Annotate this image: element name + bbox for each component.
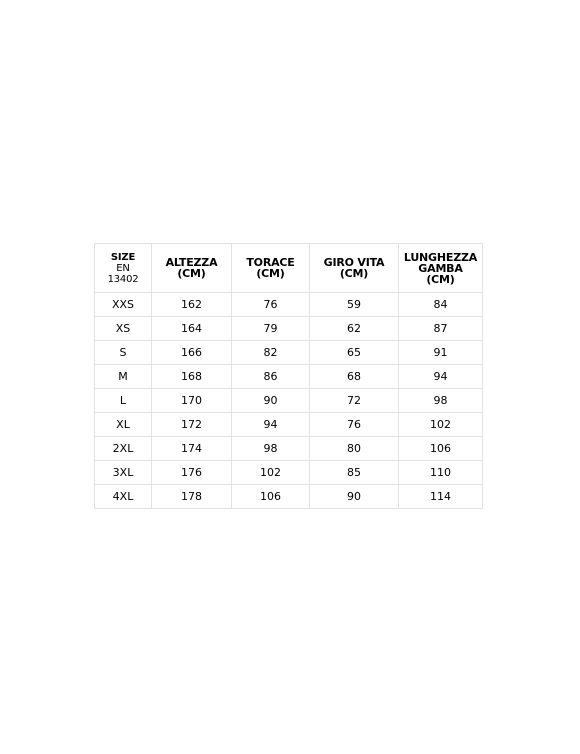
giro-vita-cell: 72 [310, 389, 399, 413]
lunghezza-gamba-cell: 87 [399, 317, 483, 341]
table-row [95, 461, 483, 485]
giro-vita-cell: 90 [310, 485, 399, 509]
altezza-cell: 162 [152, 293, 232, 317]
header-altezza [152, 244, 232, 293]
altezza-cell: 168 [152, 365, 232, 389]
header-gamba-label: GAMBA [418, 261, 463, 275]
header-giro-vita-label: GIRO VITA [323, 256, 385, 269]
altezza-cell: 170 [152, 389, 232, 413]
lunghezza-gamba-cell: 84 [399, 293, 483, 317]
size-cell: M [95, 365, 152, 389]
torace-cell: 76 [232, 293, 310, 317]
lunghezza-gamba-cell: 106 [399, 437, 483, 461]
torace-cell: 106 [232, 485, 310, 509]
giro-vita-cell: 76 [310, 413, 399, 437]
table-row [95, 293, 483, 317]
header-size [95, 244, 152, 293]
header-torace [232, 244, 310, 293]
altezza-cell: 164 [152, 317, 232, 341]
lunghezza-gamba-cell: 114 [399, 485, 483, 509]
lunghezza-gamba-cell: 91 [399, 341, 483, 365]
header-lunghezza-gamba [399, 244, 483, 293]
table-row [95, 485, 483, 509]
header-giro-vita [310, 244, 399, 293]
header-lunghezza-label: LUNGHEZZA [403, 250, 478, 264]
header-altezza-unit: (CM) [177, 267, 206, 280]
altezza-cell: 176 [152, 461, 232, 485]
table-row [95, 365, 483, 389]
giro-vita-cell: 59 [310, 293, 399, 317]
size-cell: 4XL [95, 485, 152, 509]
size-cell: XS [95, 317, 152, 341]
giro-vita-cell: 62 [310, 317, 399, 341]
size-cell: XL [95, 413, 152, 437]
size-cell: 2XL [95, 437, 152, 461]
header-torace-label: TORACE [246, 256, 295, 269]
altezza-cell: 166 [152, 341, 232, 365]
lunghezza-gamba-cell: 98 [399, 389, 483, 413]
torace-cell: 102 [232, 461, 310, 485]
altezza-cell: 178 [152, 485, 232, 509]
altezza-cell: 174 [152, 437, 232, 461]
torace-cell: 90 [232, 389, 310, 413]
altezza-cell: 172 [152, 413, 232, 437]
torace-cell: 82 [232, 341, 310, 365]
header-lunghezza-unit: (CM) [426, 272, 455, 286]
torace-cell: 98 [232, 437, 310, 461]
giro-vita-cell: 68 [310, 365, 399, 389]
header-size-label: SIZE [110, 251, 136, 263]
header-size-standard: EN [116, 262, 130, 274]
giro-vita-cell: 80 [310, 437, 399, 461]
header-size-standard-number: 13402 [107, 273, 139, 285]
size-cell: 3XL [95, 461, 152, 485]
header-torace-unit: (CM) [256, 267, 285, 280]
size-cell: XXS [95, 293, 152, 317]
table-row [95, 413, 483, 437]
lunghezza-gamba-cell: 94 [399, 365, 483, 389]
size-chart-table [94, 243, 483, 509]
torace-cell: 86 [232, 365, 310, 389]
torace-cell: 94 [232, 413, 310, 437]
header-altezza-label: ALTEZZA [165, 256, 218, 269]
size-cell: L [95, 389, 152, 413]
table-row [95, 389, 483, 413]
header-row [95, 244, 483, 293]
header-giro-vita-unit: (CM) [339, 267, 369, 280]
size-cell: S [95, 341, 152, 365]
lunghezza-gamba-cell: 102 [399, 413, 483, 437]
table-row [95, 317, 483, 341]
torace-cell: 79 [232, 317, 310, 341]
lunghezza-gamba-cell: 110 [399, 461, 483, 485]
giro-vita-cell: 85 [310, 461, 399, 485]
giro-vita-cell: 65 [310, 341, 399, 365]
table-row [95, 341, 483, 365]
table-row [95, 437, 483, 461]
